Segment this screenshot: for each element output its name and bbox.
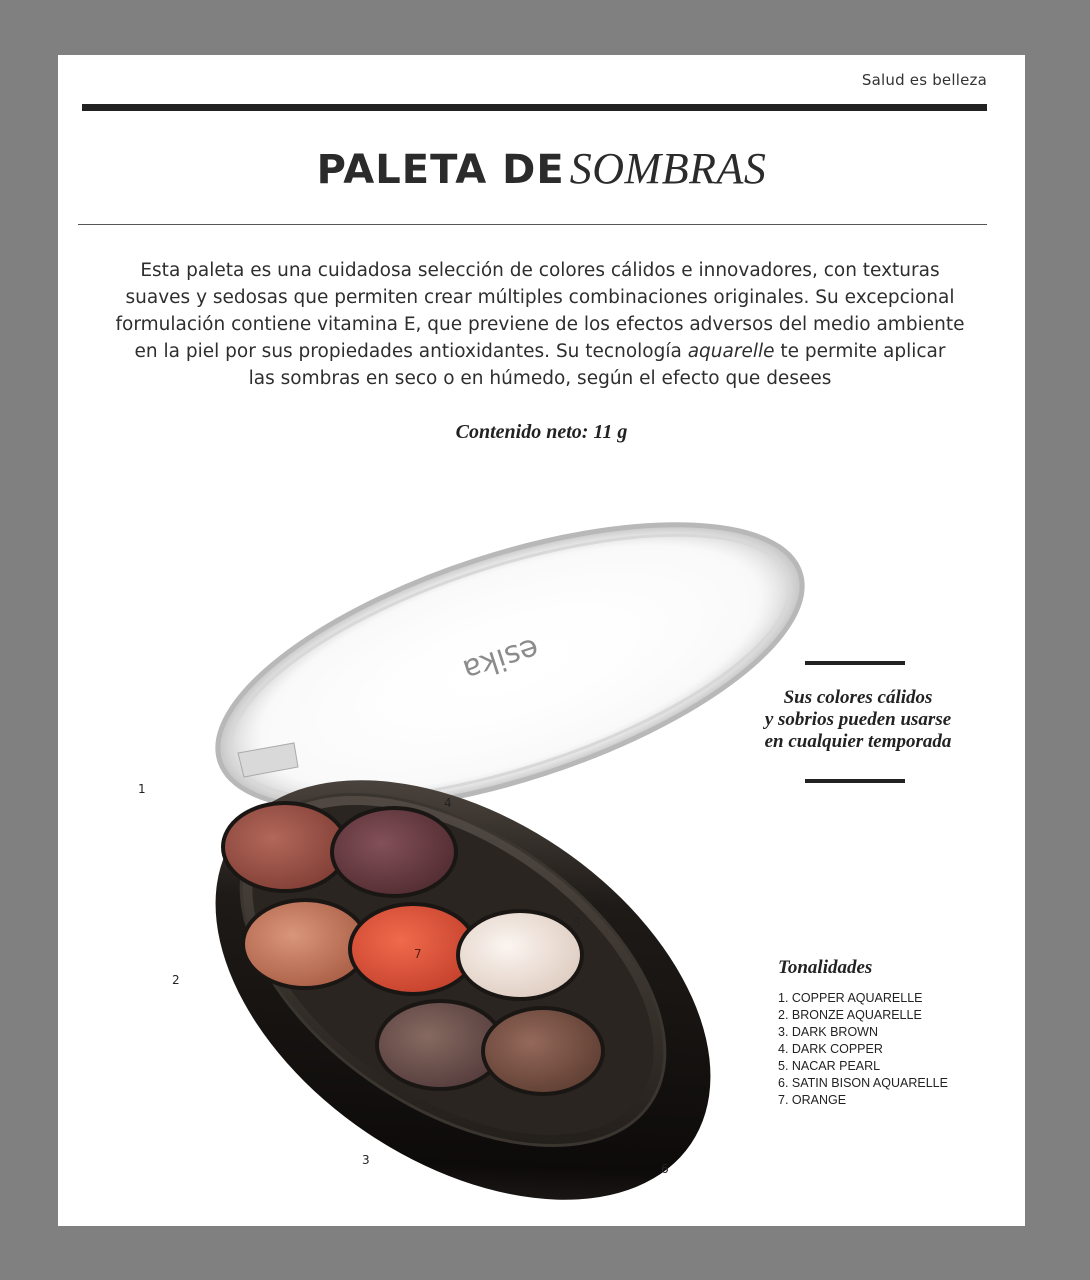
- lid-brand-text: esika: [458, 630, 544, 688]
- shade-number-2: 2: [172, 973, 180, 987]
- title-part-2: SOMBRAS: [569, 144, 767, 193]
- shade-number-3: 3: [362, 1153, 370, 1167]
- quote-line-1: Sus colores cálidos: [783, 687, 933, 708]
- quote-rule-top: [805, 661, 905, 665]
- quote-rule-bottom: [805, 779, 905, 783]
- intro-line-1: Esta paleta es una cuidadosa selección de colores cálidos e innovadores, con texturas: [140, 260, 940, 281]
- intro-line-5: las sombras en seco o en húmedo, según el efecto que desees: [248, 368, 832, 389]
- intro-aquarelle: aquarelle: [687, 341, 775, 362]
- tones-list: [778, 990, 948, 1109]
- quote-line-2: y sobrios pueden usarse: [764, 709, 952, 730]
- tone-item: 4. DARK COPPER: [778, 1042, 883, 1056]
- intro-line-4-end: te permite aplicar: [780, 341, 946, 362]
- tone-item: 3. DARK BROWN: [778, 1025, 879, 1039]
- net-content: Contenido neto: 11 g: [455, 421, 628, 443]
- shade-number-4: 4: [444, 796, 452, 810]
- quote-line-3: en cualquier temporada: [764, 731, 952, 752]
- shade-number-7: 7: [414, 947, 422, 961]
- intro-line-2: suaves y sedosas que permiten crear múltiples combinaciones originales. Su excepcional: [125, 287, 955, 308]
- pull-quote: [718, 687, 998, 753]
- pan-satin-bison-aquarelle: [483, 1008, 603, 1094]
- section-label: Salud es belleza: [861, 71, 987, 89]
- tones-title: Tonalidades: [778, 957, 873, 978]
- pan-copper-aquarelle: [223, 803, 347, 891]
- intro-line-3: formulación contiene vitamina E, que previene de los efectos adversos del medio ambiente: [115, 314, 965, 335]
- tone-item: 6. SATIN BISON AQUARELLE: [778, 1076, 948, 1090]
- magazine-page: [58, 55, 1025, 1226]
- tone-item: 1. COPPER AQUARELLE: [778, 991, 923, 1005]
- shade-number-1: 1: [138, 782, 146, 796]
- intro-line-4-start: en la piel por sus propiedades antioxidantes. Su tecnología: [134, 341, 682, 362]
- tone-item: 2. BRONZE AQUARELLE: [778, 1008, 922, 1022]
- title-part-1: PALETA DE: [316, 147, 565, 193]
- shade-number-5: 5: [573, 916, 581, 930]
- shade-number-6: 6: [661, 1162, 669, 1176]
- tone-item: 5. NACAR PEARL: [778, 1059, 881, 1073]
- tone-item: 7. ORANGE: [778, 1093, 847, 1107]
- pan-nacar-pearl: [458, 911, 582, 999]
- pan-dark-copper: [332, 808, 456, 896]
